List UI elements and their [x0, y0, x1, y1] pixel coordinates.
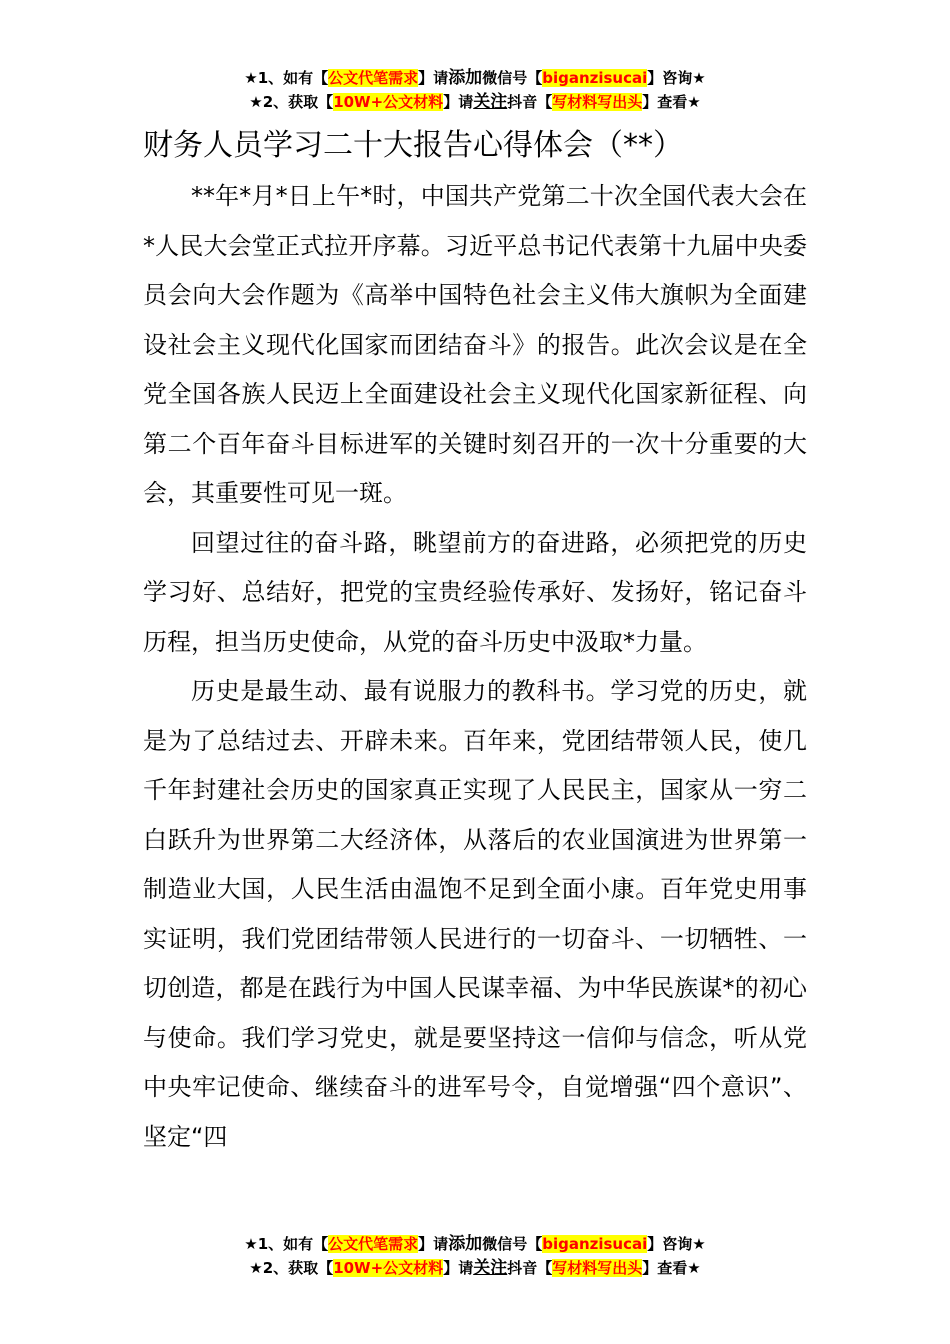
star-icon: ★	[687, 1259, 701, 1277]
promo-text: 2、获取【	[262, 1259, 334, 1277]
promo-text: 微信号【	[482, 69, 543, 87]
document-title: 财务人员学习二十大报告心得体会（**）	[143, 128, 683, 163]
promo-text-add: 添加	[448, 1234, 483, 1254]
promo-highlight-service: 公文代笔需求	[328, 1235, 419, 1253]
promo-text: 】查看	[642, 1259, 688, 1277]
promo-highlight-wechat-id: biganzisucai	[542, 69, 648, 87]
promo-text: 抖音【	[507, 93, 553, 111]
promo-text: 1、如有【	[257, 69, 329, 87]
star-icon: ★	[249, 93, 263, 111]
promo-text: 】咨询	[647, 69, 693, 87]
promo-line-2	[0, 90, 950, 114]
promo-highlight-service: 公文代笔需求	[328, 69, 419, 87]
star-icon: ★	[687, 93, 701, 111]
promo-line-1	[0, 66, 950, 90]
promo-text: 2、获取【	[262, 93, 334, 111]
star-icon: ★	[244, 1235, 258, 1253]
promo-text-add: 添加	[448, 68, 483, 88]
promo-line-1	[0, 1232, 950, 1256]
promo-highlight-douyin-id: 写材料写出头	[552, 93, 643, 111]
paragraph-2: 回望过往的奋斗路，眺望前方的奋进路，必须把党的历史学习好、总结好，把党的宝贵经验传承好、发扬好，铭记奋斗历程，担当历史使命，从党的奋斗历史中汲取*力量。	[143, 528, 807, 656]
promo-text: 】请	[418, 1235, 449, 1253]
footer-promo-banner	[0, 1232, 950, 1280]
star-icon: ★	[249, 1259, 263, 1277]
document-body	[143, 172, 807, 1162]
promo-text: 微信号【	[482, 1235, 543, 1253]
header-promo-banner	[0, 66, 950, 114]
star-icon: ★	[692, 1235, 706, 1253]
promo-text: 】咨询	[647, 1235, 693, 1253]
promo-text: 】请	[418, 69, 449, 87]
promo-line-2	[0, 1256, 950, 1280]
promo-text: 抖音【	[507, 1259, 553, 1277]
paragraph-1: **年*月*日上午*时，中国共产党第二十次全国代表大会在*人民大会堂正式拉开序幕。习近平总书记代表第十九届中央委员会向大会作题为《高举中国特色社会主义伟大旗帜为全面建设社会主义现代化国家而团结奋斗》的报告。此次会议是在全党全国各族人民迈上全面建设社会主义现代化国家新征程、向第二个百年奋斗目标进军的关键时刻召开的一次十分重要的大会，其重要性可见一斑。	[143, 182, 807, 507]
promo-text: 】请	[443, 1259, 474, 1277]
promo-text: 1、如有【	[257, 1235, 329, 1253]
promo-highlight-wechat-id: biganzisucai	[542, 1235, 648, 1253]
star-icon: ★	[692, 69, 706, 87]
promo-highlight-materials: 10W+公文材料	[333, 93, 444, 111]
promo-highlight-materials: 10W+公文材料	[333, 1259, 444, 1277]
promo-text: 】请	[443, 93, 474, 111]
paragraph-3: 历史是最生动、最有说服力的教科书。学习党的历史，就是为了总结过去、开辟未来。百年来，党团结带领人民，使几千年封建社会历史的国家真正实现了人民民主，国家从一穷二白跃升为世界第二大经济体，从落后的农业国演进为世界第一制造业大国，人民生活由温饱不足到全面小康。百年党史用事实证明，我们党团结带领人民进行的一切奋斗、一切牺牲、一切创造，都是在践行为中国人民谋幸福、为中华民族谋*的初心与使命。我们学习党史，就是要坚持这一信仰与信念，听从党中央牢记使命、继续奋斗的进军号令，自觉增强“四个意识”、坚定“四	[143, 677, 807, 1151]
promo-text-follow: 关注	[473, 1258, 508, 1278]
promo-text-follow: 关注	[473, 92, 508, 112]
promo-text: 】查看	[642, 93, 688, 111]
star-icon: ★	[244, 69, 258, 87]
promo-highlight-douyin-id: 写材料写出头	[552, 1259, 643, 1277]
